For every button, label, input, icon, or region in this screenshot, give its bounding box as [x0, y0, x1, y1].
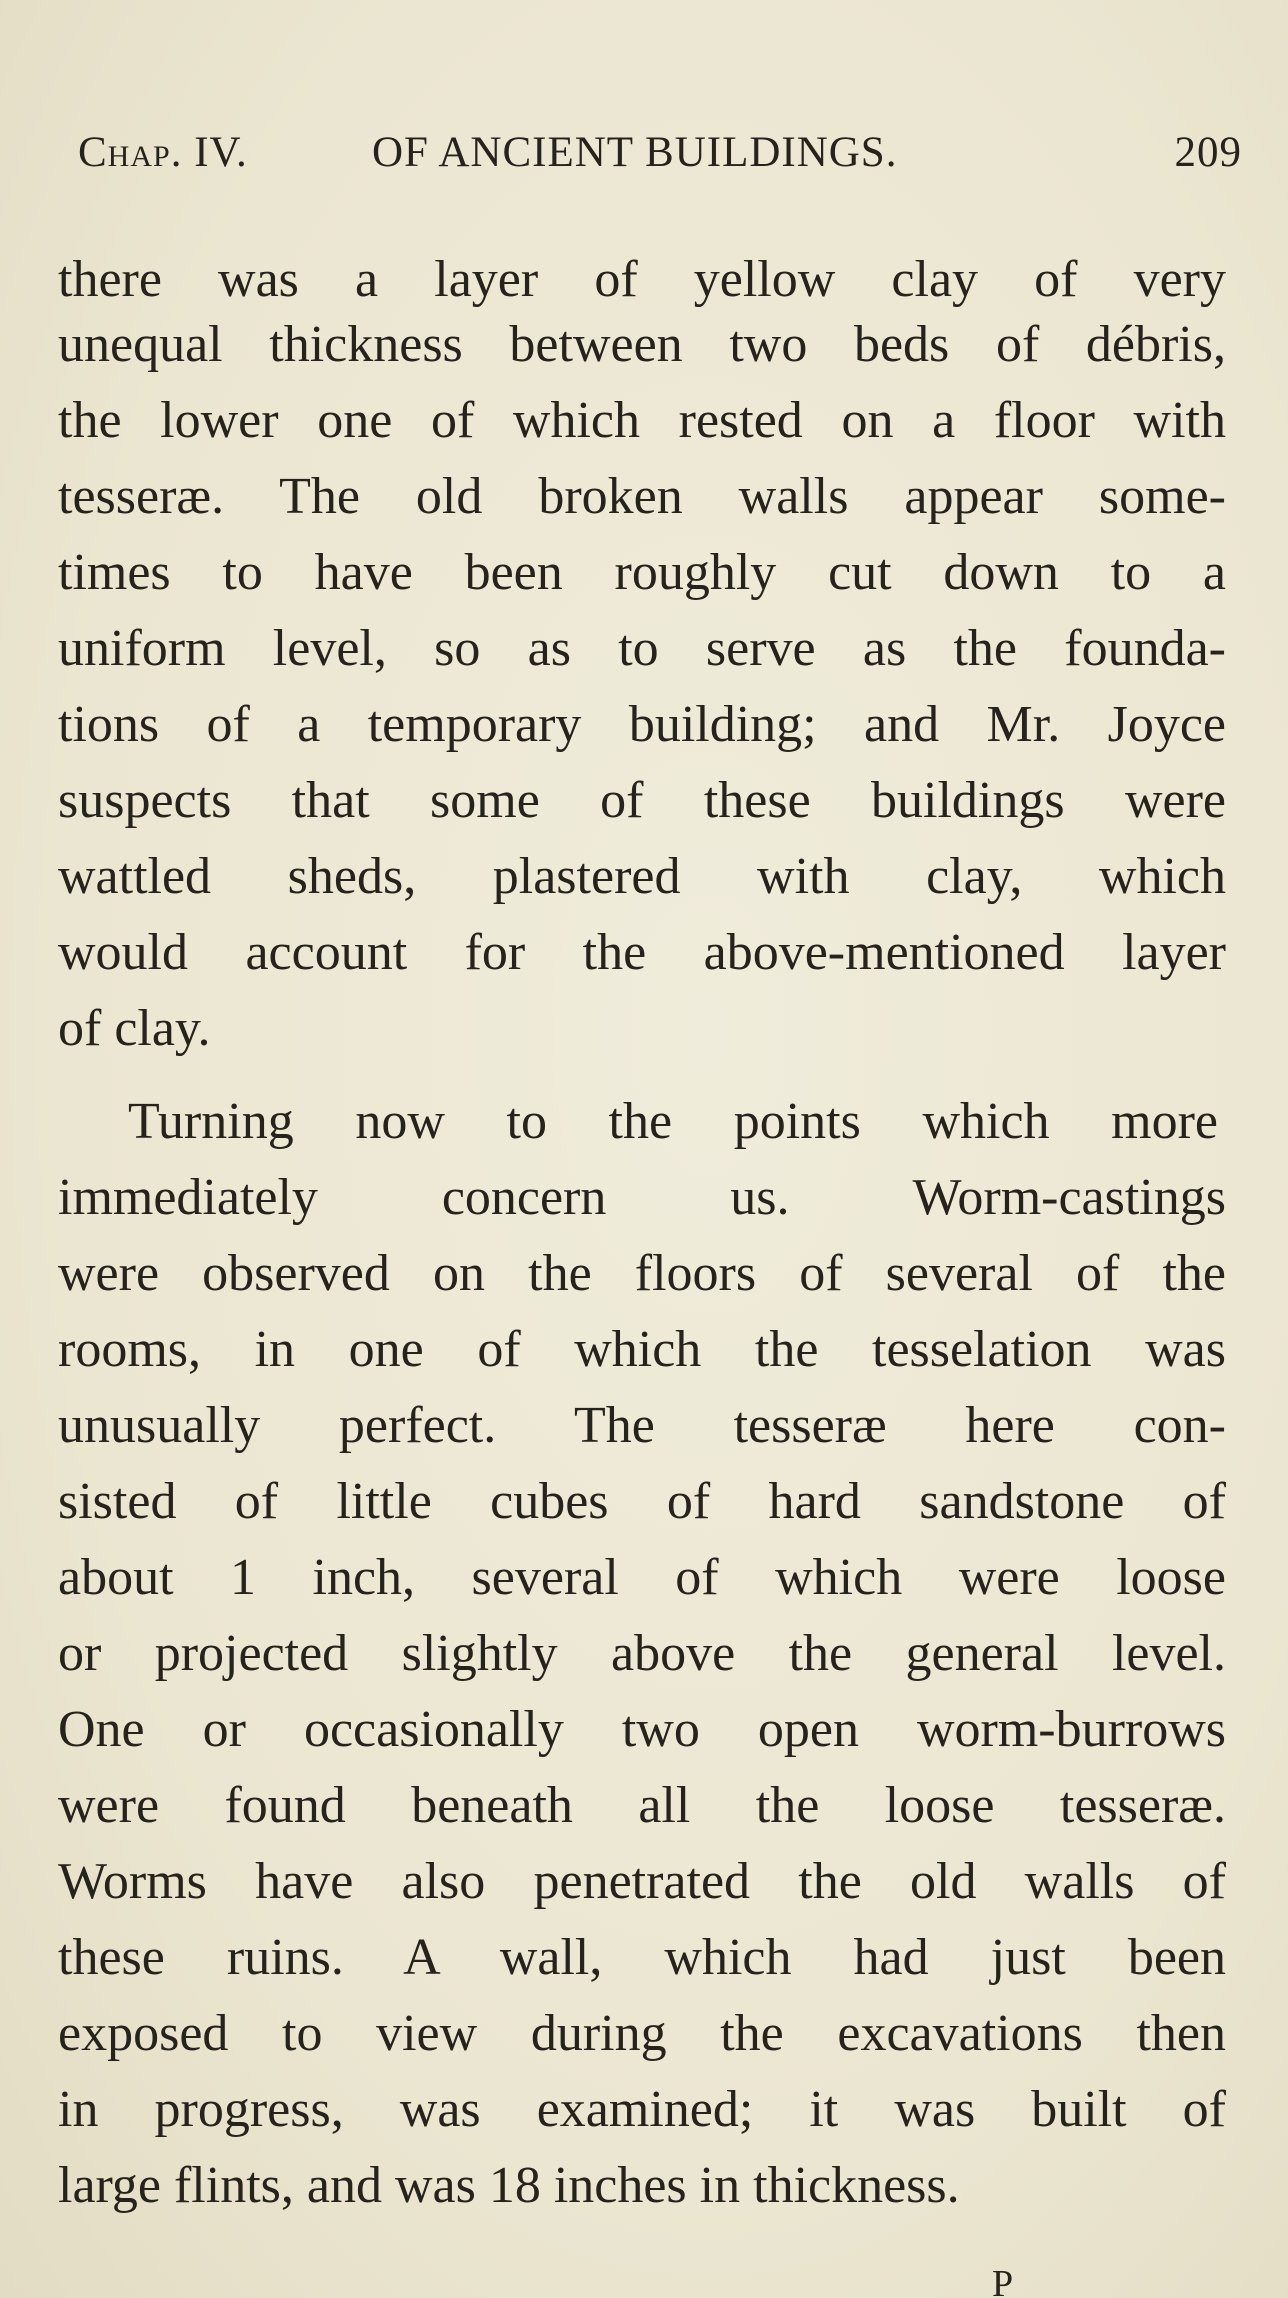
text-line: One or occasionally two open worm-burrows: [58, 1701, 1226, 1758]
text-line: would account for the above-mentioned layer: [58, 924, 1226, 981]
text-line: these ruins. A wall, which had just been: [58, 1929, 1226, 1986]
text-line: times to have been roughly cut down to a: [58, 544, 1226, 601]
text-line: about 1 inch, several of which were loose: [58, 1549, 1226, 1606]
signature-mark: P: [992, 2263, 1014, 2298]
text-line: unequal thickness between two beds of débris,: [58, 316, 1226, 373]
text-line: rooms, in one of which the tesselation was: [58, 1321, 1226, 1378]
text-line: wattled sheds, plastered with clay, which: [58, 848, 1226, 905]
text-line: uniform level, so as to serve as the founda-: [58, 620, 1226, 677]
paragraph-first-line: Turning now to the points which more: [128, 1093, 1218, 1150]
text-line: sisted of little cubes of hard sandstone of: [58, 1473, 1226, 1530]
text-line: immediately concern us. Worm-castings: [58, 1169, 1226, 1226]
text-line: exposed to view during the excavations then: [58, 2005, 1226, 2062]
text-line: in progress, was examined; it was built of: [58, 2081, 1226, 2138]
text-line: unusually perfect. The tesseræ here con-: [58, 1397, 1226, 1454]
page-number: 209: [1174, 129, 1242, 176]
chapter-label: Chap. IV.: [78, 129, 248, 176]
running-header: [78, 128, 1242, 178]
text-line: of clay.: [58, 1000, 211, 1057]
text-line: or projected slightly above the general level.: [58, 1625, 1226, 1682]
text-line: were observed on the floors of several of the: [58, 1245, 1226, 1302]
text-line: there was a layer of yellow clay of very: [58, 251, 1226, 308]
text-line: suspects that some of these buildings were: [58, 772, 1226, 829]
text-line: were found beneath all the loose tesseræ.: [58, 1777, 1226, 1834]
running-title: OF ANCIENT BUILDINGS.: [372, 129, 898, 176]
text-line: Worms have also penetrated the old walls of: [58, 1853, 1226, 1910]
text-line: large flints, and was 18 inches in thickness.: [58, 2157, 960, 2214]
text-line: tesseræ. The old broken walls appear some-: [58, 468, 1226, 525]
text-line: the lower one of which rested on a floor with: [58, 392, 1226, 449]
text-line: tions of a temporary building; and Mr. Joyce: [58, 696, 1226, 753]
